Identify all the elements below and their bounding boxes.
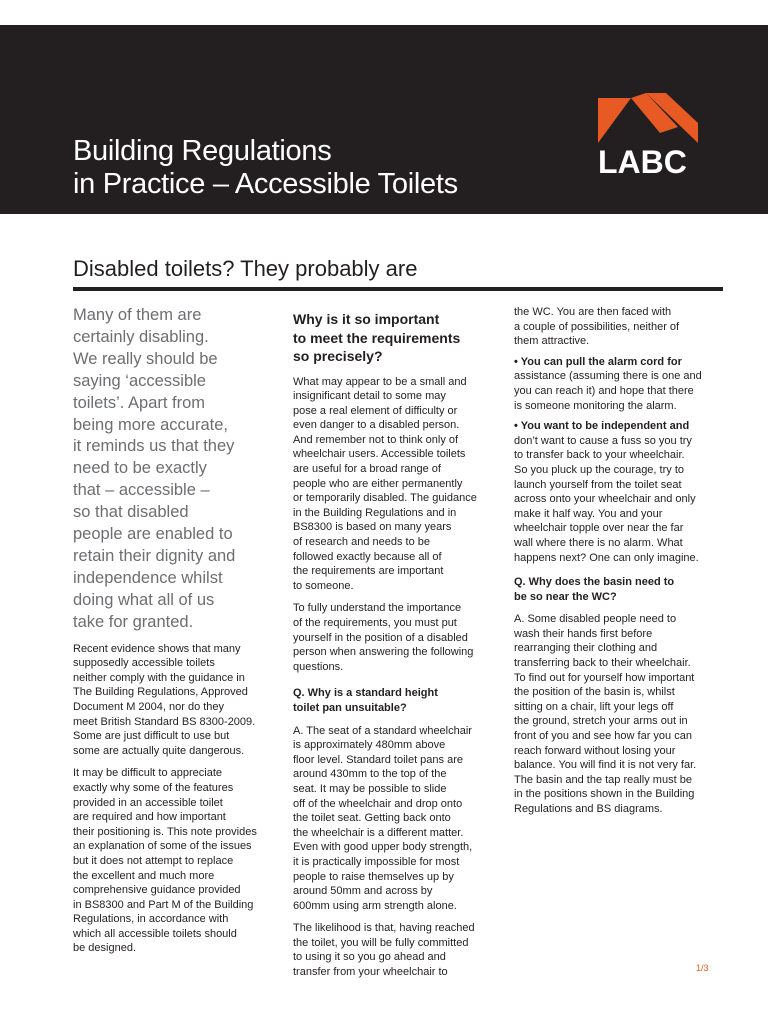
- text-line: Q. Why does the basin need to: [514, 576, 675, 589]
- text-line: people to raise themselves up by: [293, 870, 454, 883]
- text-line: BS8300 is based on many years: [293, 521, 452, 534]
- body-paragraph: [514, 305, 720, 349]
- text-line: the position of the basin is, whilst: [514, 686, 675, 699]
- text-line: people who are either permanently: [293, 477, 463, 490]
- text-line: need to be exactly: [73, 459, 207, 478]
- text-line: floor level. Standard toilet pans are: [293, 753, 463, 766]
- text-line: balance. You will find it is not very far.: [514, 759, 697, 772]
- text-line: are useful for a broad range of: [293, 463, 441, 476]
- text-line: or temporarily disabled. The guidance: [293, 492, 477, 505]
- text-line: be so near the WC?: [514, 590, 617, 603]
- page-number: 1/3: [696, 963, 709, 973]
- text-line: independence whilst: [73, 568, 223, 587]
- text-line: 600mm using arm strength alone.: [293, 899, 457, 912]
- section-heading: [293, 310, 493, 366]
- text-line: Q. Why is a standard height: [293, 687, 438, 700]
- text-line: their positioning is. This note provides: [73, 825, 257, 838]
- text-line: What may appear to be a small and: [293, 375, 467, 388]
- text-line: don’t want to cause a fuss so you try: [514, 434, 692, 447]
- text-line: To find out for yourself how important: [514, 671, 695, 684]
- text-line: launch yourself from the toilet seat: [514, 478, 682, 491]
- bullet-lead: • You can pull the alarm cord for: [514, 355, 682, 368]
- text-line: It may be difficult to appreciate: [73, 767, 222, 780]
- text-line: people are enabled to: [73, 525, 233, 544]
- text-line: The likelihood is that, having reached: [293, 922, 475, 935]
- text-line: across onto your wheelchair and only: [514, 493, 696, 506]
- section-subtitle: Disabled toilets? They probably are: [73, 256, 418, 281]
- text-line: saying ‘accessible: [73, 371, 206, 390]
- text-line: around 430mm to the top of the: [293, 768, 447, 781]
- text-line: exactly why some of the features: [73, 781, 234, 794]
- title-line: in Practice – Accessible Toilets: [73, 168, 458, 200]
- text-line: The basin and the tap really must be: [514, 773, 692, 786]
- text-line: wheelchair topple over near the far: [514, 522, 684, 535]
- text-line: provided in an accessible toilet: [73, 796, 223, 809]
- text-line: wall where there is no alarm. What: [514, 536, 683, 549]
- body-paragraph: [293, 921, 493, 979]
- text-line: retain their dignity and: [73, 546, 236, 565]
- bullet-paragraph: [514, 355, 720, 413]
- question-heading: [514, 575, 720, 604]
- text-line: pose a real element of difficulty or: [293, 404, 458, 417]
- text-line: of the requirements, you must put: [293, 617, 457, 629]
- bullet-lead: • You want to be independent and: [514, 420, 690, 433]
- answer-paragraph: [514, 612, 720, 816]
- text-line: of research and needs to be: [293, 536, 430, 549]
- roof-icon: [598, 93, 698, 143]
- text-line: the wheelchair is a different matter.: [293, 826, 464, 839]
- text-line: which all accessible toilets should: [73, 927, 237, 940]
- text-line: take for granted.: [73, 612, 194, 631]
- text-line: them attractive.: [514, 335, 590, 348]
- heading-line: Why is it so important: [293, 311, 440, 327]
- logo-wordmark: LABC: [598, 144, 687, 180]
- text-line: meet British Standard BS 8300-2009.: [73, 715, 256, 728]
- text-line: person when answering the following: [293, 646, 474, 659]
- text-line: is someone monitoring the alarm.: [514, 399, 677, 412]
- text-line: the WC. You are then faced with: [514, 306, 672, 318]
- text-line: to someone.: [293, 579, 354, 592]
- answer-paragraph: [293, 724, 493, 914]
- text-line: Many of them are: [73, 306, 202, 324]
- text-line: yourself in the position of a disabled: [293, 631, 468, 644]
- text-line: it is practically impossible for most: [293, 855, 460, 868]
- text-line: Even with good upper body strength,: [293, 841, 473, 854]
- text-line: supposedly accessible toilets: [73, 657, 215, 670]
- text-line: the toilet seat. Getting back onto: [293, 812, 451, 825]
- text-line: Regulations and BS diagrams.: [514, 803, 663, 815]
- heading-line: so precisely?: [293, 348, 383, 364]
- text-line: an explanation of some of the issues: [73, 840, 252, 853]
- text-line: it reminds us that they: [73, 437, 235, 456]
- text-line: comprehensive guidance provided: [73, 884, 241, 897]
- text-line: assistance (assuming there is one and: [514, 370, 702, 383]
- text-line: make it half way. You and your: [514, 507, 663, 520]
- question-heading: [293, 686, 493, 715]
- text-line: Recent evidence shows that many: [73, 642, 241, 655]
- text-line: seat. It may be possible to slide: [293, 782, 447, 795]
- bullet-paragraph: [514, 419, 720, 565]
- text-line: to transfer back to your wheelchair.: [514, 449, 685, 462]
- text-line: toilets’. Apart from: [73, 393, 206, 412]
- text-line: to using it so you go ahead and: [293, 951, 446, 964]
- text-line: Document M 2004, nor do they: [73, 700, 225, 713]
- text-line: around 50mm and across by: [293, 885, 433, 898]
- text-line: Regulations, in accordance with: [73, 913, 229, 926]
- text-line: neither comply with the guidance in: [73, 671, 245, 684]
- text-line: a couple of possibilities, neither of: [514, 320, 680, 333]
- title-line: Building Regulations: [73, 135, 332, 167]
- document-title: [73, 135, 458, 201]
- text-line: off of the wheelchair and drop onto: [293, 797, 463, 810]
- body-paragraph: [293, 375, 493, 594]
- column-3: [514, 305, 720, 825]
- text-line: transfer from your wheelchair to: [293, 966, 448, 979]
- text-line: in the Building Regulations and in: [293, 506, 457, 519]
- text-line: happens next? One can only imagine.: [514, 551, 699, 564]
- text-line: some are actually quite dangerous.: [73, 744, 245, 757]
- text-line: certainly disabling.: [73, 327, 209, 346]
- text-line: A. The seat of a standard wheelchair: [293, 724, 472, 737]
- text-line: sitting on a chair, lift your legs off: [514, 700, 674, 713]
- text-line: wheelchair users. Accessible toilets: [293, 448, 466, 461]
- text-line: followed exactly because all of: [293, 550, 442, 563]
- text-line: but it does not attempt to replace: [73, 854, 234, 867]
- text-line: toilet pan unsuitable?: [293, 701, 407, 714]
- text-line: are required and how important: [73, 811, 226, 824]
- text-line: questions.: [293, 660, 344, 673]
- text-line: the toilet, you will be fully committed: [293, 936, 469, 949]
- text-line: insignificant detail to some may: [293, 390, 446, 403]
- text-line: in the positions shown in the Building: [514, 788, 695, 801]
- text-line: in BS8300 and Part M of the Building: [73, 898, 254, 911]
- text-line: And remember not to think only of: [293, 433, 459, 446]
- text-line: you can reach it) and hope that there: [514, 384, 694, 397]
- text-line: the requirements are important: [293, 565, 444, 578]
- text-line: is approximately 480mm above: [293, 739, 446, 752]
- text-line: rearranging their clothing and: [514, 642, 658, 655]
- text-line: transferring back to their wheelchair.: [514, 657, 691, 670]
- text-line: front of you and see how far you can: [514, 730, 692, 743]
- text-line: so that disabled: [73, 503, 189, 522]
- text-line: The Building Regulations, Approved: [73, 686, 248, 699]
- text-line: that – accessible –: [73, 481, 210, 500]
- section-divider: [73, 287, 723, 291]
- text-line: doing what all of us: [73, 590, 215, 609]
- text-line: A. Some disabled people need to: [514, 613, 677, 626]
- column-1: [73, 305, 268, 964]
- text-line: reach forward without losing your: [514, 744, 676, 757]
- text-line: the ground, stretch your arms out in: [514, 715, 688, 728]
- text-line: To fully understand the importance: [293, 602, 462, 615]
- column-2: [293, 305, 493, 988]
- text-line: wash their hands first before: [514, 627, 653, 640]
- heading-line: to meet the requirements: [293, 329, 461, 346]
- text-line: be designed.: [73, 942, 136, 955]
- text-line: Some are just difficult to use but: [73, 730, 230, 743]
- intro-text: [73, 305, 268, 634]
- body-paragraph: [73, 642, 268, 759]
- text-line: the excellent and much more: [73, 869, 215, 882]
- body-paragraph: [293, 601, 493, 674]
- body-paragraph: [73, 766, 268, 956]
- text-line: even danger to a disabled person.: [293, 419, 460, 432]
- labc-logo: [598, 93, 718, 183]
- text-line: being more accurate,: [73, 415, 229, 434]
- text-line: We really should be: [73, 349, 218, 368]
- text-line: So you pluck up the courage, try to: [514, 463, 684, 476]
